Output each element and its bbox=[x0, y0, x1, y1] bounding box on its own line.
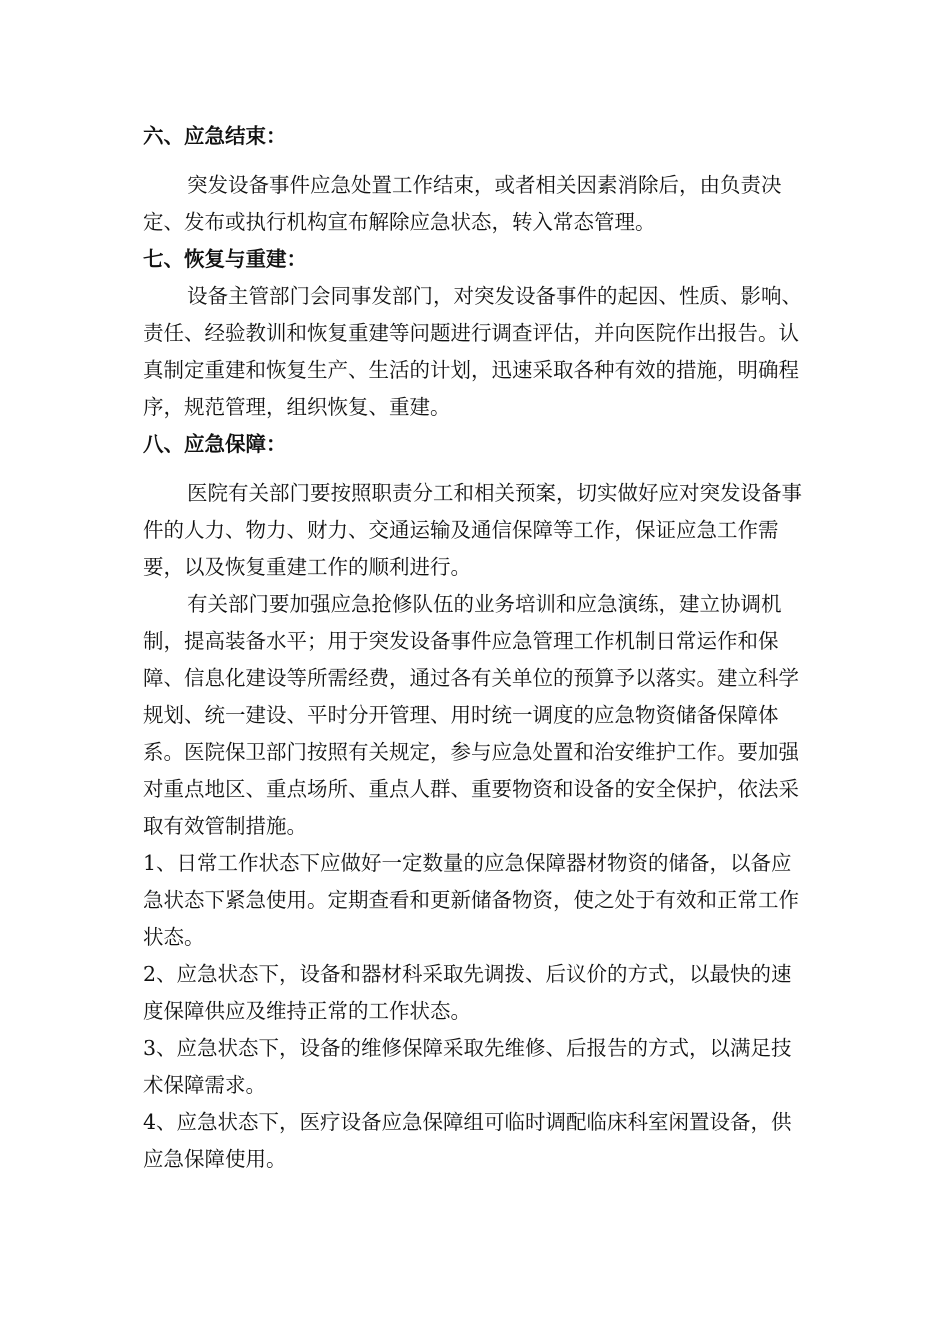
section-heading-6: 六、应急结束： bbox=[143, 124, 287, 148]
section-8-paragraph-2: 有关部门要加强应急抢修队伍的业务培训和应急演练，建立协调机制，提高装备水平；用于突发设备事件应急管理工作机制日常运作和保障、信息化建设等所需经费，通过各有关单位的预算予以落实。建立科学规划、统一建设、平时分开管理、用时统一调度的应急物资储备保障体系。医院保卫部门按照有关规定，参与应急处置和治安维护工作。要加强对重点地区、重点场所、重点人群、重要物资和设备的安全保护，依法采取有效管制措施。 bbox=[143, 592, 799, 838]
list-item-4: 4、应急状态下，医疗设备应急保障组可临时调配临床科室闲置设备，供应急保障使用。 bbox=[143, 1110, 792, 1171]
list-item-2: 2、应急状态下，设备和器材科采取先调拨、后议价的方式，以最快的速度保障供应及维持正常的工作状态。 bbox=[143, 962, 792, 1023]
section-8-paragraph-1: 医院有关部门要按照职责分工和相关预案，切实做好应对突发设备事件的人力、物力、财力、交通运输及通信保障等工作，保证应急工作需要，以及恢复重建工作的顺利进行。 bbox=[143, 481, 802, 579]
list-item-3: 3、应急状态下，设备的维修保障采取先维修、后报告的方式，以满足技术保障需求。 bbox=[143, 1036, 792, 1097]
section-6-paragraph: 突发设备事件应急处置工作结束，或者相关因素消除后，由负责决定、发布或执行机构宣布解除应急状态，转入常态管理。 bbox=[143, 173, 782, 234]
section-heading-7: 七、恢复与重建： bbox=[143, 247, 307, 271]
section-heading-8: 八、应急保障： bbox=[143, 432, 287, 456]
list-item-1: 1、日常工作状态下应做好一定数量的应急保障器材物资的储备，以备应急状态下紧急使用。定期查看和更新储备物资，使之处于有效和正常工作状态。 bbox=[143, 851, 799, 949]
section-7-paragraph: 设备主管部门会同事发部门，对突发设备事件的起因、性质、影响、责任、经验教训和恢复重建等问题进行调查评估，并向医院作出报告。认真制定重建和恢复生产、生活的计划，迅速采取各种有效的措施，明确程序，规范管理，组织恢复、重建。 bbox=[143, 284, 802, 419]
